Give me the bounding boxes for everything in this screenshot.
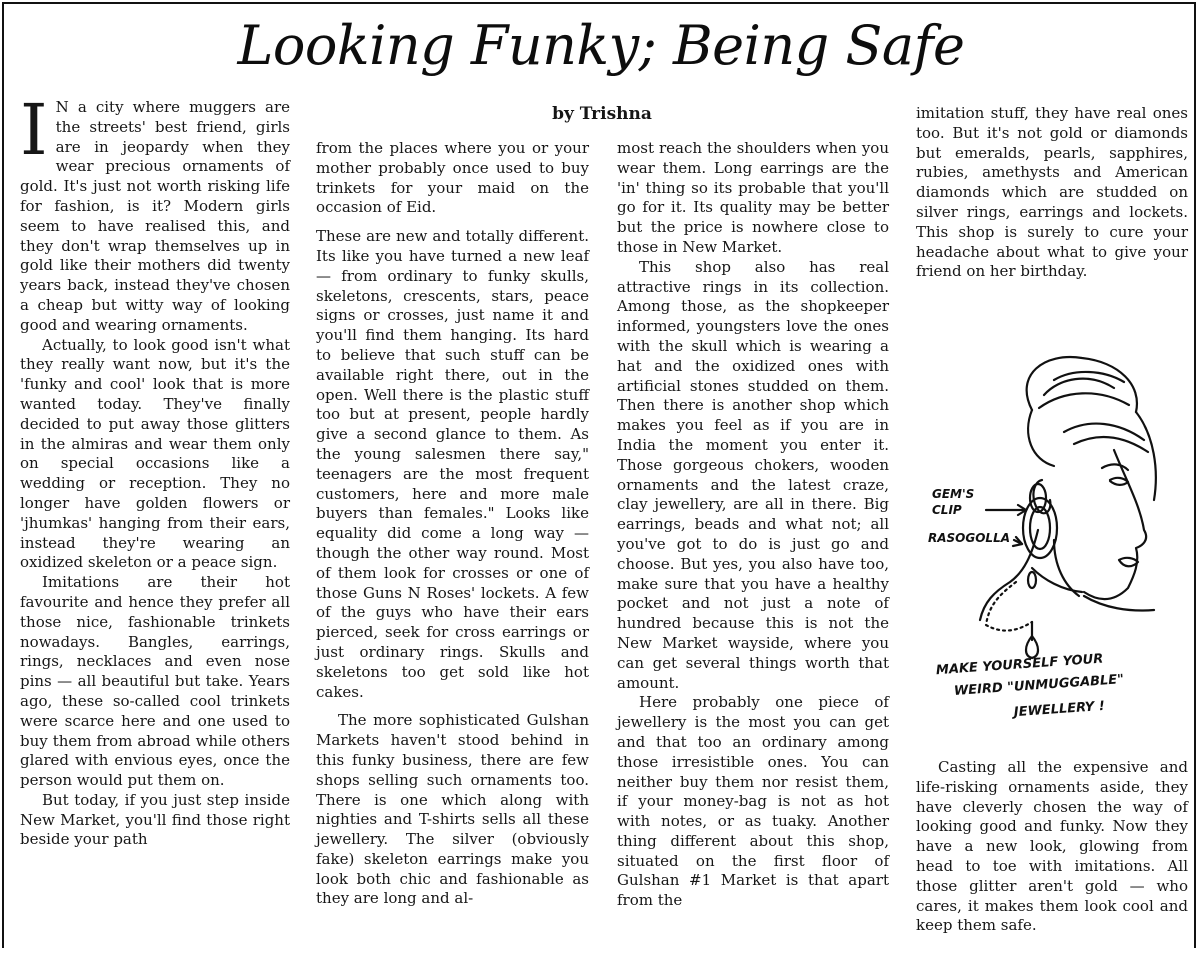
- paragraph: This shop also has real attractive rings in its collection. Among those, as the shopkeeper informed, youngsters love the ones with the skull which is wearing a hat and the oxidized ones with artificial stones studded on them. Then there is another shop which makes you feel as if you are in India the moment you enter it. Those gorgeous chokers, wooden ornaments and the latest craze, clay jewellery, are all in there. Big earrings, beads and what not; all you've got to do is just go and choose. But yes, you also have too, make sure that you have a healthy pocket and not just a note of hundred because this is not the New Market wayside, where you can get several things worth that amount.: [617, 257, 889, 692]
- paragraph: These are new and totally different. Its like you have turned a new leaf — from ordinary to funky skulls, skeletons, crescents, stars, peace signs or crosses, just name it and you'll find them hanging. Its hard to believe that such stuff can be available right there, out in the open. Well there is the plastic stuff too but at present, people hardly give a second glance to them. As the young salesmen there say," teenagers are the most frequent customers, here and more male buyers than females." Looks like equality did come a long way — though the other way round. Most of them look for crosses or one of those Guns N Roses' lockets. A few of the guys who have their ears pierced, seek for cross earrings or just ordinary rings. Skulls and skeletons too get sold like hot cakes.: [316, 227, 589, 701]
- caption-line-1: MAKE YOURSELF YOUR: [935, 651, 1104, 679]
- paragraph: But today, if you just step inside New Market, you'll find those right beside your path: [20, 790, 290, 849]
- paragraph: Imitations are their hot favourite and hence they prefer all those nice, fashionable trinkets nowadays. Bangles, earrings, rings, necklaces and even nose pins — all beautiful but take. Years ago, these so-called cool trinkets were scarce here and one used to buy them from abroad while others glared with envious eyes, once the person would put them on.: [20, 573, 290, 790]
- paragraph: [20, 89, 290, 336]
- paragraph: from the places where you or your mother probably once used to buy trinkets for your maid on the occasion of Eid.: [316, 139, 589, 217]
- paragraph: most reach the shoulders when you wear them. Long earrings are the 'in' thing so its probable that you'll go for it. Its quality may be better but the price is nowhere close to those in New Market.: [617, 139, 889, 256]
- article-column-4-bottom: [916, 758, 1188, 936]
- woman-with-earrings-drawing: [914, 340, 1196, 740]
- paragraph: The more sophisticated Gulshan Markets haven't stood behind in this funky business, there are few shops selling such ornaments too. There is one which along with nighties and T-shirts sells all these jewellery. The silver (obviously fake) skeleton earrings make you look both chic and fashionable as they are long and al-: [316, 711, 589, 908]
- paragraph-text: N a city where muggers are the streets' best friend, girls are in jeopardy when they wear precious ornaments of gold. It's just not worth risking life for fashion, is it? Modern girls seem to have realised this, and they don't wrap themselves up in gold like their mothers did twenty years back, instead they've chosen a cheap but witty way of looking good and wearing ornaments.: [20, 98, 290, 334]
- caption-line-2: WEIRD "UNMUGGABLE": [953, 672, 1125, 699]
- label-gems-line1: GEM'S: [932, 487, 975, 501]
- article-column-4-top: [916, 104, 1188, 282]
- paragraph: Actually, to look good isn't what they really want now, but it's the 'funky and cool' look that is more wanted today. They've finally decided to put away those glitters in the almiras and wear them only on special occasions like a wedding or reception. They no longer have golden flowers or 'jhumkas' hanging from their ears, instead they're wearing an oxidized skeleton or a peace sign.: [20, 335, 290, 572]
- drop-cap: I: [20, 89, 48, 171]
- paragraph: Here probably one piece of jewellery is the most you can get and that too an ordinary among those irresistible ones. You can neither buy them nor resist them, if your money-bag is not as hot with notes, or as tuaky. Another thing different about this shop, situated on the first floor of Gulshan #1 Market is that apart from the: [617, 693, 889, 910]
- paragraph: Casting all the expensive and life-risking ornaments aside, they have cleverly chosen the way of looking good and funky. Now they have a new look, glowing from head to toe with imitations. All those glitter aren't gold — who cares, it makes them look cool and keep them safe.: [916, 758, 1188, 935]
- byline: by Trishna: [552, 104, 652, 124]
- article-column-3: [617, 139, 889, 911]
- label-rasogolla: RASOGOLLA: [928, 531, 1011, 545]
- paragraph: imitation stuff, they have real ones too. But it's not gold or diamonds but emeralds, pearls, sapphires, rubies, amethysts and American diamonds which are studded on silver rings, earrings and lockets. This shop is surely to cure your headache about what to give your friend on her birthday.: [916, 104, 1188, 281]
- article-column-2: [316, 139, 589, 909]
- cartoon-illustration: [914, 340, 1196, 740]
- caption-line-3: JEWELLERY !: [1013, 698, 1106, 721]
- label-gems-line2: CLIP: [932, 503, 962, 517]
- headline: Looking Funky; Being Safe: [237, 14, 965, 77]
- article-column-1: [20, 89, 290, 850]
